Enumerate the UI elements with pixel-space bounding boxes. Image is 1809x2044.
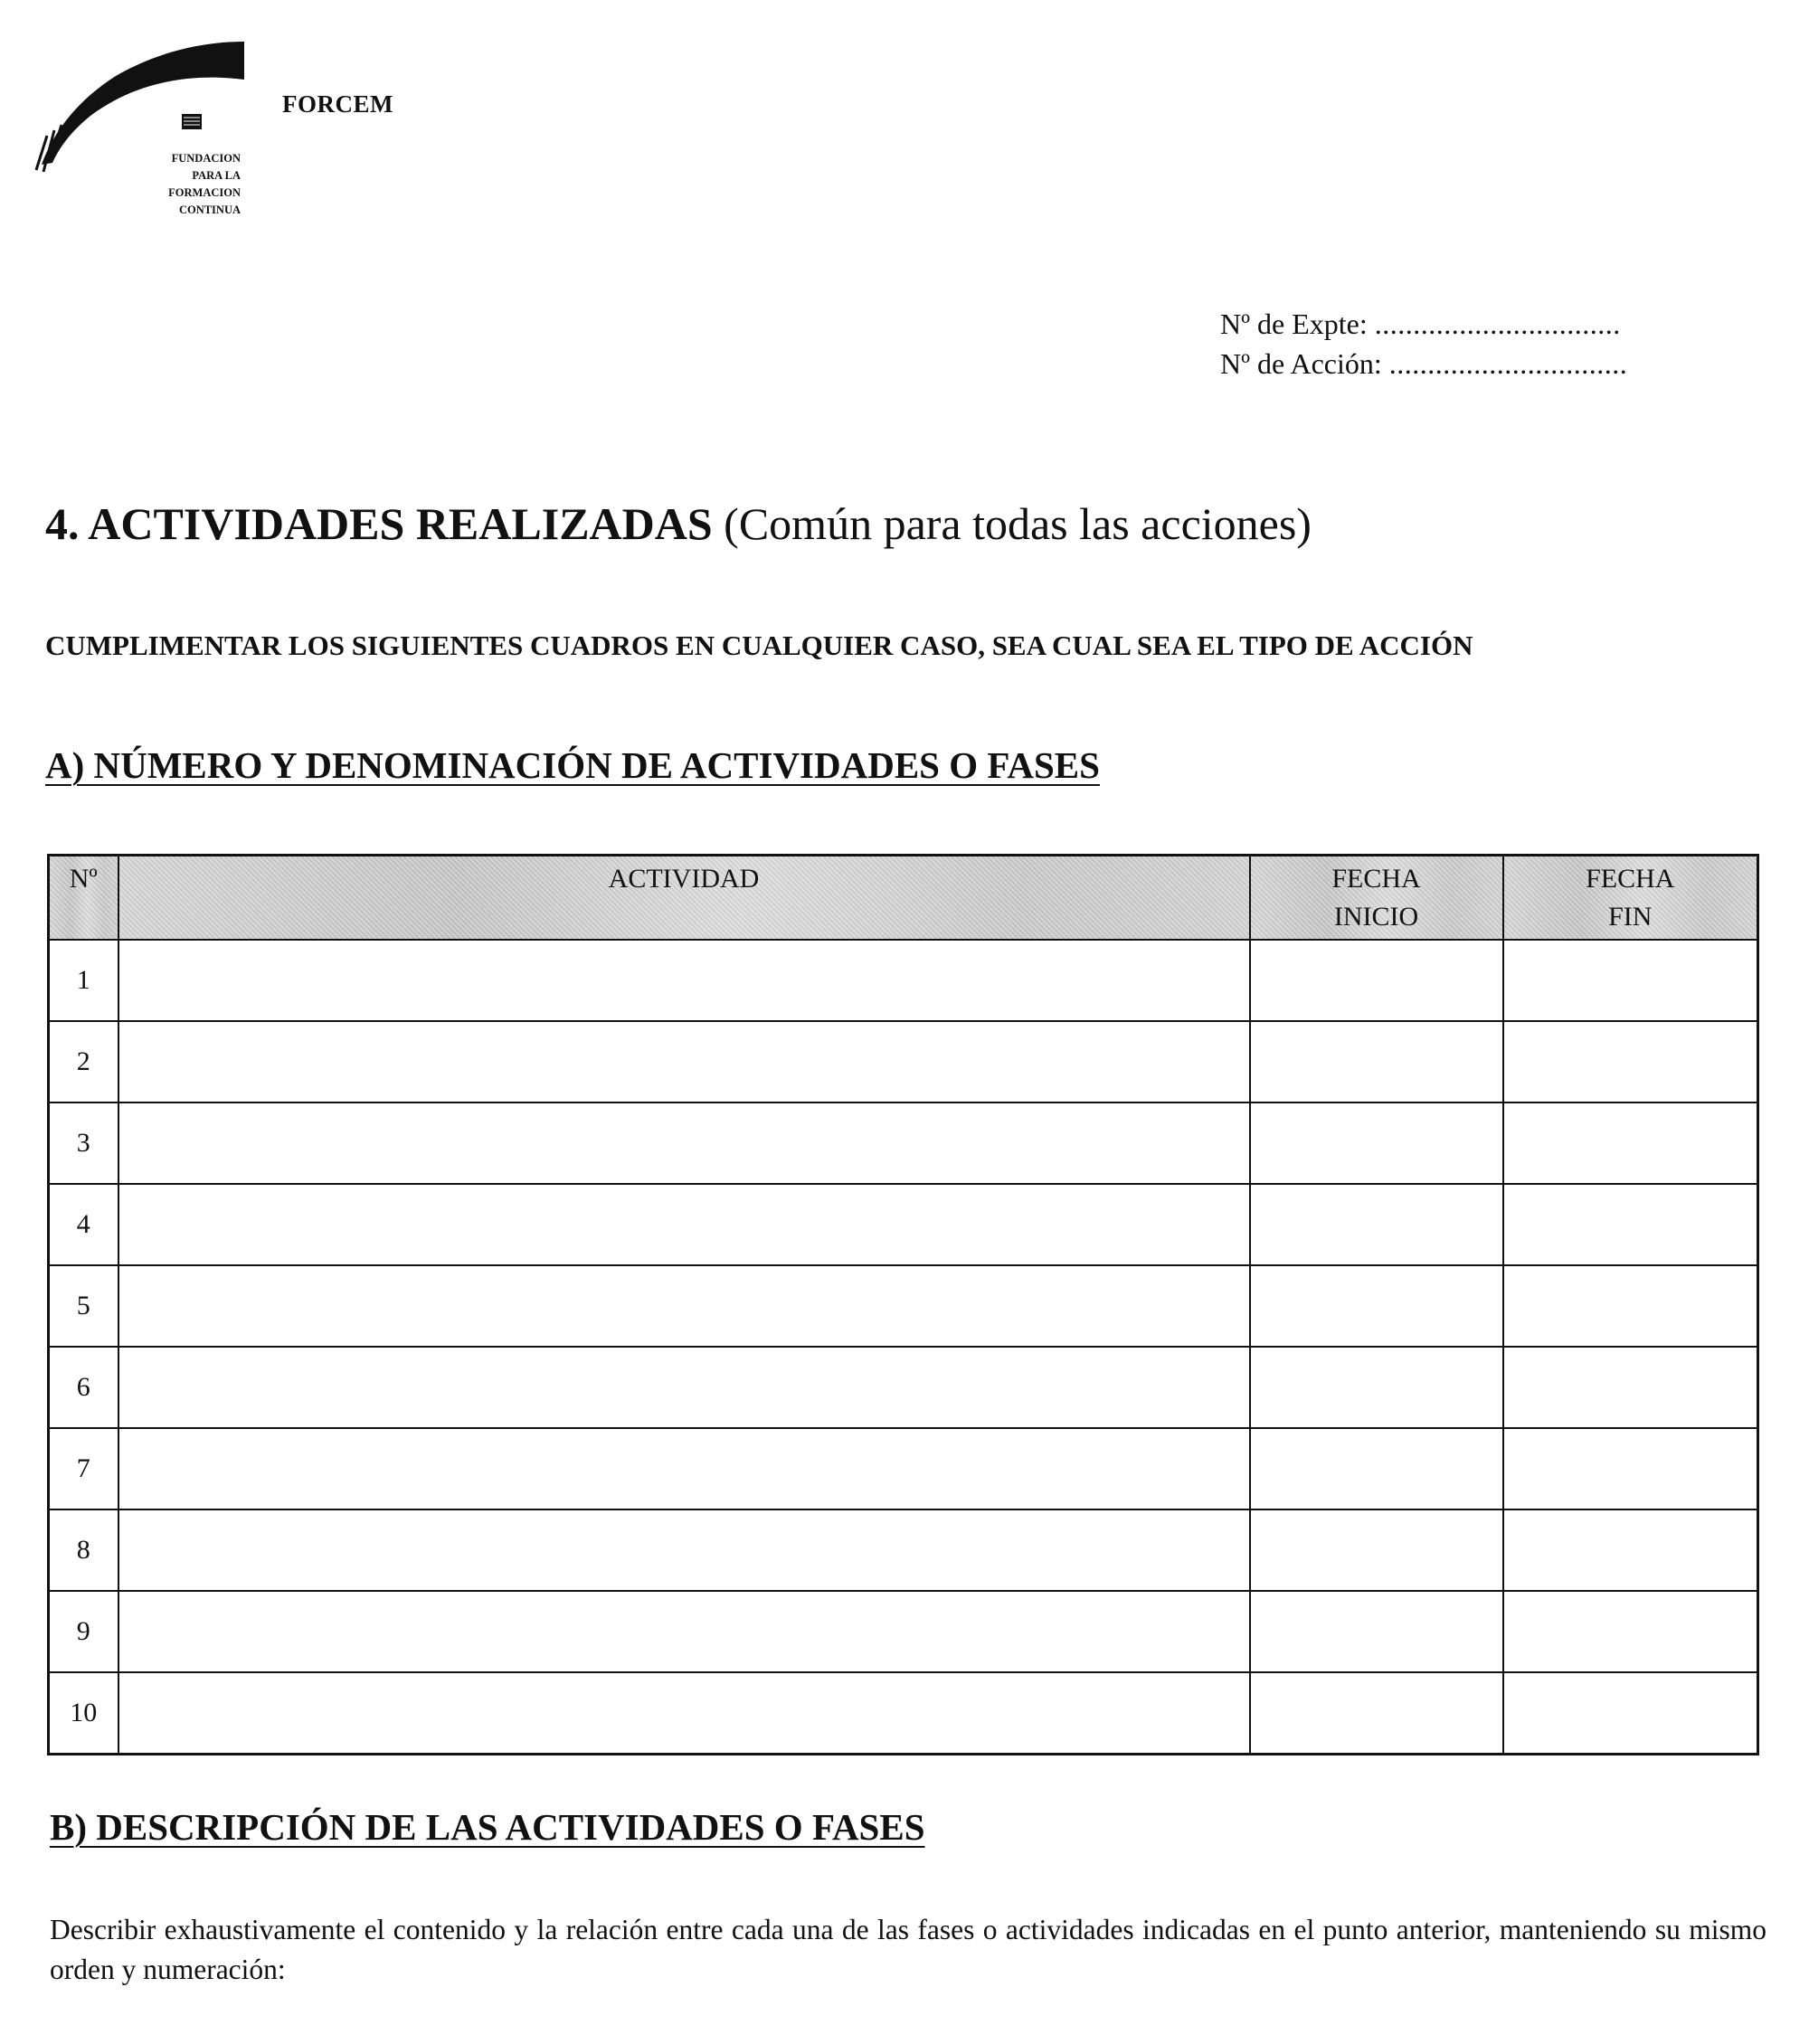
fecha-inicio-cell[interactable] xyxy=(1250,1509,1503,1591)
fecha-fin-cell[interactable] xyxy=(1503,1265,1758,1347)
section-a-title: A) NÚMERO Y DENOMINACIÓN DE ACTIVIDADES O FASES xyxy=(45,744,1100,786)
table-row xyxy=(49,940,1758,1021)
row-number: 2 xyxy=(49,1021,118,1102)
row-number: 5 xyxy=(49,1265,118,1347)
section-b-title: B) DESCRIPCIÓN DE LAS ACTIVIDADES O FASES xyxy=(50,1806,925,1848)
header-line: FECHA xyxy=(1331,864,1421,894)
table-row xyxy=(49,1428,1758,1509)
fecha-fin-cell[interactable] xyxy=(1503,1591,1758,1672)
fecha-fin-cell[interactable] xyxy=(1503,1509,1758,1591)
accion-label: Nº de Acción: xyxy=(1220,347,1382,380)
expte-field[interactable] xyxy=(1220,304,1627,344)
header-line: FECHA xyxy=(1586,864,1675,894)
fecha-fin-cell[interactable] xyxy=(1503,1672,1758,1755)
accion-blank[interactable]: ............................... xyxy=(1388,347,1628,380)
table-header-row xyxy=(49,856,1758,941)
activities-table xyxy=(47,854,1759,1755)
table-row xyxy=(49,1184,1758,1265)
row-number: 9 xyxy=(49,1591,118,1672)
fecha-fin-cell[interactable] xyxy=(1503,1021,1758,1102)
logo-sub-line: FUNDACION xyxy=(171,152,241,165)
table-row xyxy=(49,1509,1758,1591)
actividad-cell[interactable] xyxy=(118,1265,1250,1347)
actividad-cell[interactable] xyxy=(118,1428,1250,1509)
fecha-inicio-cell[interactable] xyxy=(1250,1347,1503,1428)
actividad-cell[interactable] xyxy=(118,940,1250,1021)
logo-sub-line: PARA LA xyxy=(192,169,241,182)
col-actividad-header: ACTIVIDAD xyxy=(118,856,1250,941)
row-number: 8 xyxy=(49,1509,118,1591)
header-line: INICIO xyxy=(1333,902,1419,932)
table-row xyxy=(49,1591,1758,1672)
fecha-fin-cell[interactable] xyxy=(1503,1184,1758,1265)
table-row xyxy=(49,1265,1758,1347)
fecha-fin-cell[interactable] xyxy=(1503,940,1758,1021)
actividad-cell[interactable] xyxy=(118,1591,1250,1672)
fecha-inicio-cell[interactable] xyxy=(1250,1672,1503,1755)
logo-wordmark: FORCEM xyxy=(282,90,393,118)
logo-sub-line: CONTINUA xyxy=(178,203,241,216)
table-row xyxy=(49,1021,1758,1102)
forcem-logo xyxy=(34,36,396,235)
section-b-instructions: Describir exhaustivamente el contenido y la relación entre cada una de las fases o actividades indicadas en el punto anterior, manteniendo su mismo orden y numeración: xyxy=(50,1914,1766,1985)
row-number: 3 xyxy=(49,1102,118,1184)
fecha-inicio-cell[interactable] xyxy=(1250,1102,1503,1184)
fecha-inicio-cell[interactable] xyxy=(1250,1428,1503,1509)
fecha-inicio-cell[interactable] xyxy=(1250,1265,1503,1347)
row-number: 7 xyxy=(49,1428,118,1509)
accion-field[interactable] xyxy=(1220,344,1627,383)
table-row xyxy=(49,1347,1758,1428)
row-number: 4 xyxy=(49,1184,118,1265)
actividad-cell[interactable] xyxy=(118,1021,1250,1102)
header-line: FIN xyxy=(1608,902,1653,932)
actividad-cell[interactable] xyxy=(118,1102,1250,1184)
table-row xyxy=(49,1102,1758,1184)
row-number: 1 xyxy=(49,940,118,1021)
row-number: 10 xyxy=(49,1672,118,1755)
page-title-main: 4. ACTIVIDADES REALIZADAS xyxy=(45,498,713,549)
reference-fields xyxy=(1220,304,1627,383)
fecha-fin-cell[interactable] xyxy=(1503,1102,1758,1184)
logo-subtitle xyxy=(119,150,241,219)
instruction-text: CUMPLIMENTAR LOS SIGUIENTES CUADROS EN CUALQUIER CASO, SEA CUAL SEA EL TIPO DE ACCIÓN xyxy=(45,629,1473,661)
actividad-cell[interactable] xyxy=(118,1509,1250,1591)
page-title-note: (Común para todas las acciones) xyxy=(724,498,1312,549)
row-number: 6 xyxy=(49,1347,118,1428)
actividad-cell[interactable] xyxy=(118,1347,1250,1428)
col-num-header: Nº xyxy=(49,856,118,941)
fecha-fin-cell[interactable] xyxy=(1503,1428,1758,1509)
logo-sub-line: FORMACION xyxy=(168,186,241,199)
actividad-cell[interactable] xyxy=(118,1672,1250,1755)
fecha-inicio-cell[interactable] xyxy=(1250,1184,1503,1265)
col-fecha-inicio-header xyxy=(1250,856,1503,941)
page-title xyxy=(45,497,1312,550)
actividad-cell[interactable] xyxy=(118,1184,1250,1265)
fecha-inicio-cell[interactable] xyxy=(1250,940,1503,1021)
col-fecha-fin-header xyxy=(1503,856,1758,941)
fecha-inicio-cell[interactable] xyxy=(1250,1021,1503,1102)
expte-label: Nº de Expte: xyxy=(1220,308,1368,340)
fecha-fin-cell[interactable] xyxy=(1503,1347,1758,1428)
expte-blank[interactable]: ................................ xyxy=(1374,308,1621,340)
table-row xyxy=(49,1672,1758,1755)
fecha-inicio-cell[interactable] xyxy=(1250,1591,1503,1672)
